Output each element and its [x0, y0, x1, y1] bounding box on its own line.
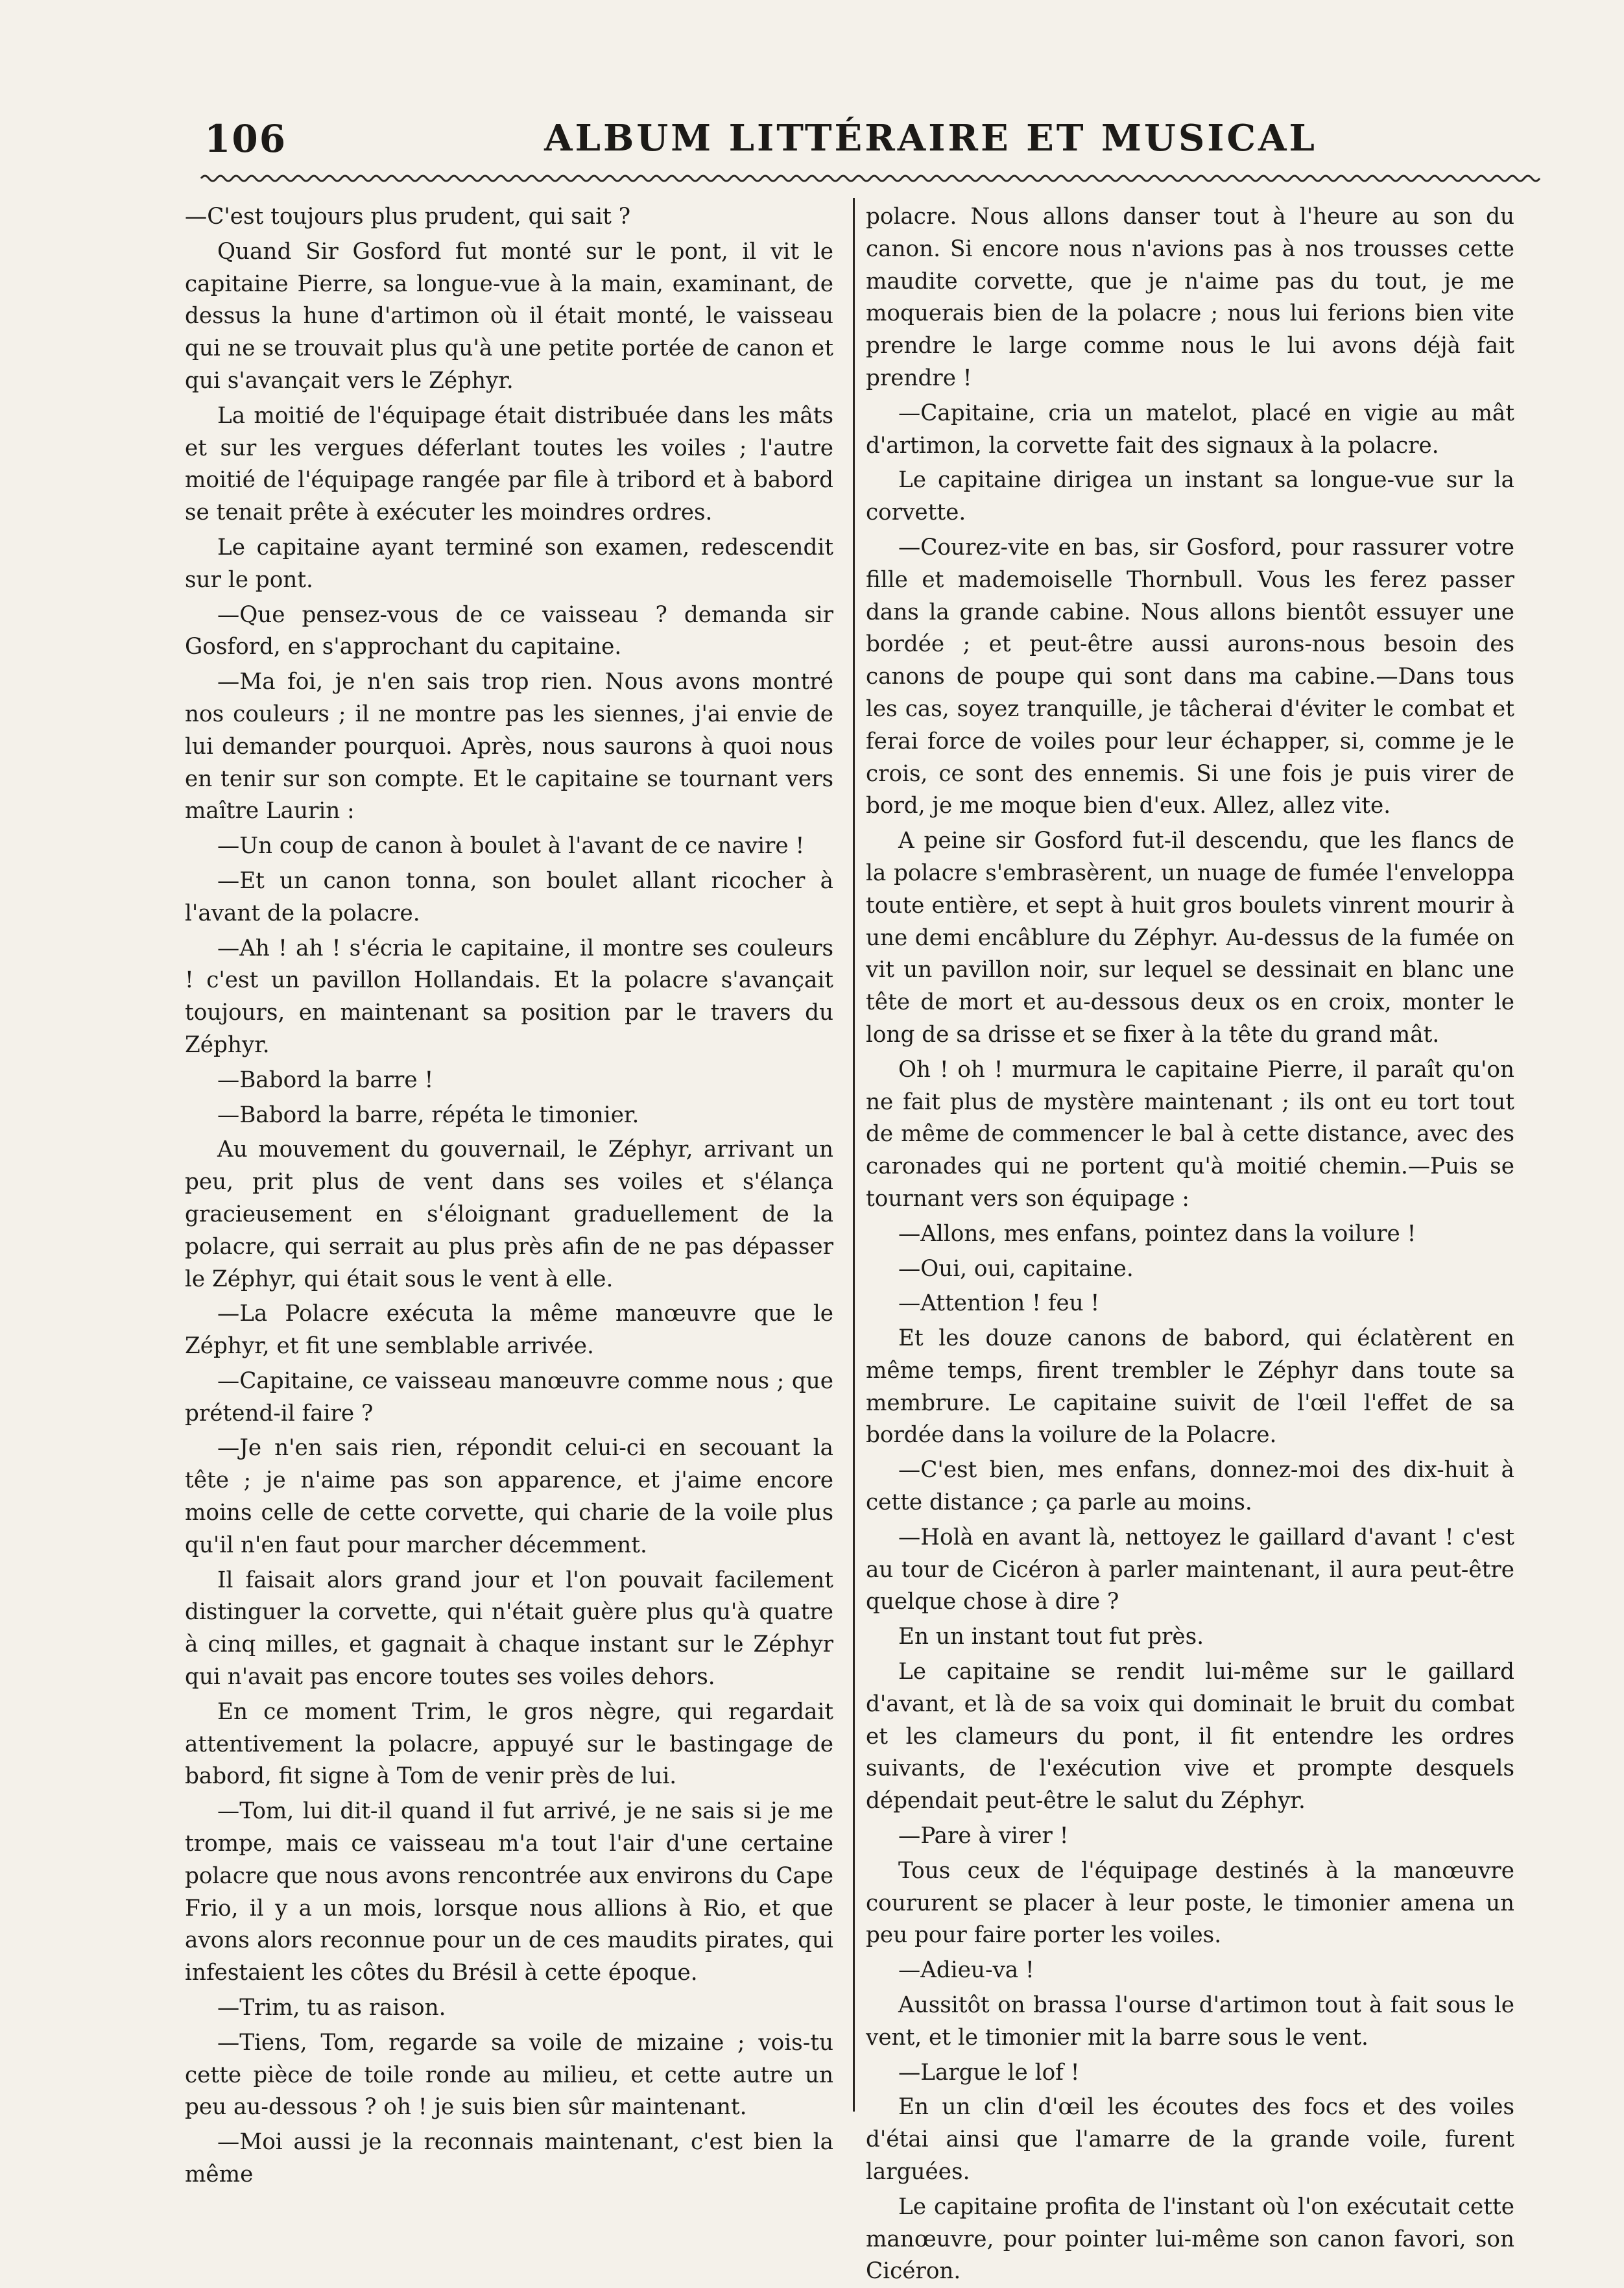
- running-title: ALBUM LITTÉRAIRE ET MUSICAL: [544, 117, 1317, 160]
- paragraph: —Capitaine, cria un matelot, placé en vigie au mât d'artimon, la corvette fait des signaux à la polacre.: [866, 400, 1514, 459]
- paragraph: —Tom, lui dit-il quand il fut arrivé, je ne sais si je me trompe, mais ce vaisseau m'a tout l'air d'une certaine polacre que nous avons rencontrée aux environs du Cape Frio, il y a un mois, lorsque nous allions à Rio, et que avons alors reconnue pour un de ces maudits pirates, qui infestaient les côtes du Brésil à cette époque.: [185, 1798, 833, 1986]
- paragraph: —Oui, oui, capitaine.: [898, 1255, 1134, 1282]
- paragraph: —Je n'en sais rien, répondit celui-ci en secouant la tête ; je n'aime pas son apparence, et j'aime encore moins celle de cette corvette, qui charie de la voile plus qu'il n'en faut pour marcher décemment.: [185, 1435, 833, 1558]
- paragraph: —Et un canon tonna, son boulet allant ricocher à l'avant de la polacre.: [185, 867, 833, 926]
- paragraph: —Un coup de canon à boulet à l'avant de ce navire !: [217, 833, 805, 860]
- paragraph: —Courez-vite en bas, sir Gosford, pour rassurer votre fille et mademoiselle Thornbull. Vous les ferez passer dans la grande cabine. Nous allons bientôt essuyer une bordée ; et peut-être aussi aurons-nous besoin des canons de poupe qui sont dans ma cabine.—Dans tous les cas, soyez tranquille, je tâcherai d'éviter le combat et ferai force de voiles pour leur échapper, si, comme je le crois, ce sont des ennemis. Si une fois je puis virer de bord, je me moque bien d'eux. Allez, allez vite.: [866, 534, 1514, 819]
- paragraph: —Holà en avant là, nettoyez le gaillard d'avant ! c'est au tour de Cicéron à parler maintenant, il aura peut-être quelque chose à dire ?: [866, 1524, 1514, 1615]
- paragraph: Oh ! oh ! murmura le capitaine Pierre, il paraît qu'on ne fait plus de mystère maintenant ; ils ont eu tort tout de même de commencer le bal à cette distance, avec des caronades qui ne portent qu'à moitié chemin.—Puis se tournant vers son équipage :: [866, 1056, 1514, 1212]
- paragraph: Le capitaine ayant terminé son examen, redescendit sur le pont.: [185, 534, 833, 593]
- paragraph: En un clin d'œil les écoutes des focs et des voiles d'étai ainsi que l'amarre de la grande voile, furent larguées.: [866, 2094, 1514, 2186]
- paragraph: —Babord la barre, répéta le timonier.: [217, 1102, 639, 1128]
- paragraph: —C'est bien, mes enfans, donnez-moi des dix-huit à cette distance ; ça parle au moins.: [866, 1457, 1514, 1516]
- paragraph: Quand Sir Gosford fut monté sur le pont, il vit le capitaine Pierre, sa longue-vue à la main, examinant, de dessus la hune d'artimon où il était monté, le vaisseau qui ne se trouvait plus qu'à une petite portée de canon et qui s'avançait vers le Zéphyr.: [185, 238, 833, 394]
- paragraph: —La Polacre exécuta la même manœuvre que le Zéphyr, et fit une semblable arrivée.: [185, 1301, 833, 1360]
- paragraph: Le capitaine se rendit lui-même sur le gaillard d'avant, et là de sa voix qui dominait le bruit du combat et les clameurs du pont, il fit entendre les ordres suivants, de l'exécution vive et prompte desquels dépendait peut-être le salut du Zéphyr.: [866, 1659, 1514, 1814]
- paragraph: —Ah ! ah ! s'écria le capitaine, il montre ses couleurs ! c'est un pavillon Hollandais. Et la polacre s'avançait toujours, en maintenant sa position par le travers du Zéphyr.: [185, 935, 833, 1058]
- paragraph: —Trim, tu as raison.: [217, 1995, 446, 2021]
- paragraph: —Que pensez-vous de ce vaisseau ? demanda sir Gosford, en s'approchant du capitaine.: [185, 601, 833, 660]
- paragraph: —Capitaine, ce vaisseau manœuvre comme nous ; que prétend-il faire ?: [185, 1367, 833, 1427]
- paragraph: La moitié de l'équipage était distribuée dans les mâts et sur les vergues déferlant toutes les voiles ; l'autre moitié de l'équipage rangée par file à tribord et à babord se tenait prête à exécuter les moindres ordres.: [185, 402, 833, 526]
- paragraph: —Tiens, Tom, regarde sa voile de mizaine ; vois-tu cette pièce de toile ronde au milieu, et cette autre un peu au-dessous ? oh ! je suis bien sûr maintenant.: [185, 2029, 833, 2121]
- paragraph: Tous ceux de l'équipage destinés à la manœuvre coururent se placer à leur poste, le timonier amena un peu pour faire porter les voiles.: [866, 1857, 1514, 1949]
- wavy-rule-divider: [201, 170, 1537, 187]
- paragraph: —Moi aussi je la reconnais maintenant, c'est bien la même: [185, 2129, 833, 2188]
- page-header: [204, 117, 1540, 169]
- paragraph: Le capitaine profita de l'instant où l'on exécutait cette manœuvre, pour pointer lui-même son canon favori, son Cicéron.: [866, 2193, 1514, 2285]
- paragraph: —Ma foi, je n'en sais trop rien. Nous avons montré nos couleurs ; il ne montre pas les siennes, j'ai envie de lui demander pourquoi. Après, nous saurons à quoi nous en tenir sur son compte. Et le capitaine se tournant vers maître Laurin :: [185, 669, 833, 825]
- paragraph: En un instant tout fut près.: [898, 1624, 1204, 1650]
- left-column: [185, 201, 833, 2188]
- paragraph: Au mouvement du gouvernail, le Zéphyr, arrivant un peu, prit plus de vent dans ses voiles et s'élança gracieusement en s'éloignant graduellement de la polacre, qui serrait au plus près afin de ne pas dépasser le Zéphyr, qui était sous le vent à elle.: [185, 1137, 833, 1292]
- right-column: [866, 201, 1514, 2285]
- paragraph: —Largue le lof !: [898, 2059, 1080, 2086]
- paragraph: polacre. Nous allons danser tout à l'heure au son du canon. Si encore nous n'avions pas à nos trousses cette maudite corvette, que je n'aime pas du tout, je me moquerais bien de la polacre ; nous lui ferions bien vite prendre le large comme nous le lui avons déjà fait prendre !: [866, 204, 1514, 391]
- paragraph: A peine sir Gosford fut-il descendu, que les flancs de la polacre s'embrasèrent, un nuage de fumée l'enveloppa toute entière, et sept à huit gros boulets vinrent mourir à une demi encâblure du Zéphyr. Au-dessus de la fumée on vit un pavillon noir, sur lequel se dessinait en blanc une tête de mort et au-dessous deux os en croix, monter le long de sa drisse et se fixer à la tête du grand mât.: [866, 828, 1514, 1048]
- paragraph: —Allons, mes enfans, pointez dans la voilure !: [898, 1220, 1416, 1247]
- paragraph: —C'est toujours plus prudent, qui sait ?: [185, 204, 631, 230]
- column-divider: [853, 198, 855, 2112]
- paragraph: —Adieu-va !: [898, 1957, 1034, 1984]
- paragraph: En ce moment Trim, le gros nègre, qui regardait attentivement la polacre, appuyé sur le bastingage de babord, fit signe à Tom de venir près de lui.: [185, 1698, 833, 1790]
- paragraph: Le capitaine dirigea un instant sa longue-vue sur la corvette.: [866, 467, 1514, 526]
- page-number: 106: [204, 117, 287, 161]
- paragraph: Il faisait alors grand jour et l'on pouvait facilement distinguer la corvette, qui n'était guère plus qu'à quatre à cinq milles, et gagnait à chaque instant sur le Zéphyr qui n'avait pas encore toutes ses voiles dehors.: [185, 1567, 833, 1691]
- paragraph: —Babord la barre !: [217, 1066, 434, 1093]
- paragraph: —Pare à virer !: [898, 1823, 1069, 1849]
- paragraph: Aussitôt on brassa l'ourse d'artimon tout à fait sous le vent, et le timonier mit la barre sous le vent.: [866, 1992, 1514, 2051]
- paragraph: Et les douze canons de babord, qui éclatèrent en même temps, firent trembler le Zéphyr dans toute sa membrure. Le capitaine suivit de l'œil l'effet de sa bordée dans la voilure de la Polacre.: [866, 1325, 1514, 1449]
- paragraph: —Attention ! feu !: [898, 1290, 1100, 1317]
